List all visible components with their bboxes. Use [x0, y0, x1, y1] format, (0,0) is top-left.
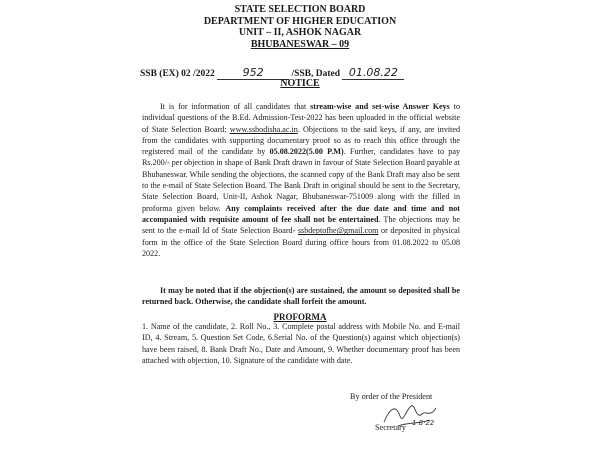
notice-body-paragraph: [142, 101, 460, 259]
website-link[interactable]: www.ssbodisha.ac.in: [229, 124, 298, 134]
bold-run: Any complaints received after the due date and time and not accompanied with requisite amount of fee shall not be entertained: [142, 203, 460, 224]
reference-number: 952: [217, 66, 289, 80]
reference-prefix: SSB (EX) 02 /2022: [140, 69, 215, 79]
text-run: to individual questions of the B.Ed. Admission-Test-2022 has been uploaded in the official website of State Selection Board:: [142, 102, 460, 134]
notice-title: NOTICE: [280, 78, 320, 89]
text-run: It is for information of all candidates that: [160, 102, 311, 111]
letterhead: [0, 4, 600, 50]
signature-order-line: By order of the President: [350, 392, 433, 401]
signature-date: 1·8·22: [412, 419, 435, 427]
proforma-title: PROFORMA: [273, 312, 327, 322]
deadline-text: 05.08.2022(5.00 P.M): [269, 147, 344, 157]
city-address: BHUBANESWAR – 09: [250, 38, 350, 50]
text-run: or deposited in physical form in the office of the State Selection Board during office hours from 01.08.2022 to 05.08 2022.: [142, 226, 461, 258]
secretary-label: Secretary: [375, 423, 406, 432]
reference-date: 01.08.22: [342, 66, 404, 80]
email-link[interactable]: ssbdeptofhe@gmail.com: [297, 226, 379, 236]
unit-address: UNIT – II, ASHOK NAGAR: [238, 27, 362, 38]
reference-mid: /SSB, Dated: [291, 69, 341, 79]
department-name: DEPARTMENT OF HIGHER EDUCATION: [203, 15, 397, 27]
text-run: . The objections may be sent to the e-mail Id of State Selection Board-: [142, 214, 460, 236]
bold-run: stream-wise and set-wise Answer Keys: [310, 102, 450, 111]
board-name: STATE SELECTION BOARD: [234, 4, 366, 15]
proforma-text: 1. Name of the candidate, 2. Roll No., 3. Complete postal address with Mobile No. and E-mail ID, 4. Stream, 5. Question Set Code, 6.Serial No. of the Question(s) against which objection(s) have been raised, 8. Bank Draft No., Date and Amount, 9. Whether documentary proof has been attached with objection, 10. Signature of the candidate with date.: [142, 322, 460, 365]
refund-text: It may be noted that if the objection(s) are sustained, the amount so deposited shall be returned back. Otherwise, the candidate shall forfeit the amount.: [142, 286, 460, 307]
refund-paragraph: [142, 285, 460, 308]
text-run: . Objections to the said keys, if any, are invited from the candidates with supporting documentary proof so as to reach this office through the registered mail of the candidate by: [142, 124, 461, 157]
text-run: . Further, candidates have to pay Rs.200/- per objection in shape of Bank Draft drawn in favour of State Selection Board payable at Bhubaneswar. While sending the objections, the scanned copy of the Bank Draft may also be sent to the e-mail of State Selection Board. The Bank Draft in original should be sent to the Secretary, State Selection Board, Unit-II, Ashok Nagar, Bhubaneswar-751009 along with the filled in proforma given below.: [142, 147, 460, 213]
